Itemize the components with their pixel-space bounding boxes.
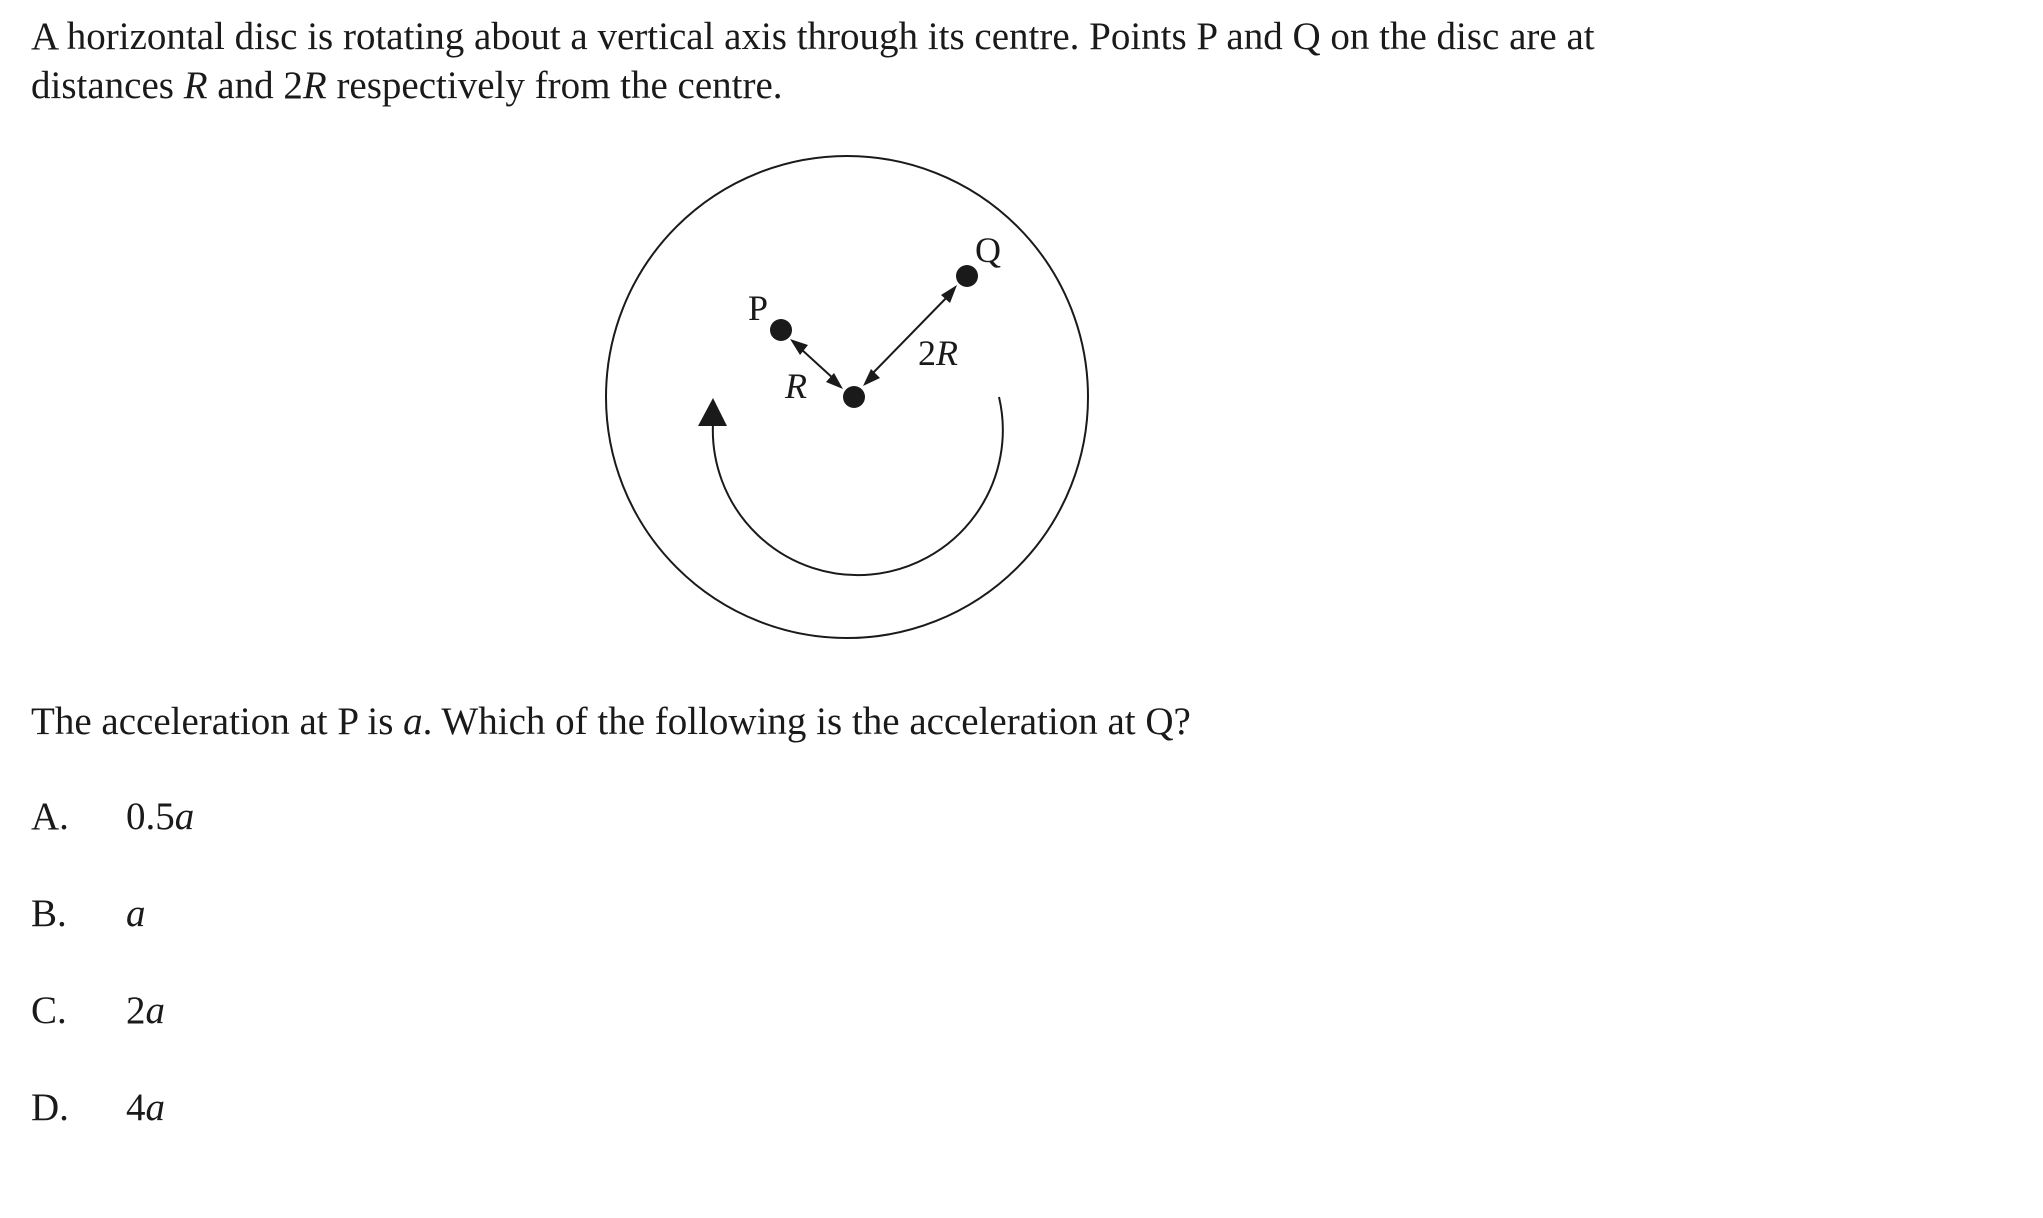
question-part-2: . Which of the following is the acceleration at Q?	[422, 700, 1191, 743]
label-r: R	[785, 366, 807, 406]
2r-arrowhead-centre	[863, 369, 880, 386]
option-value	[126, 986, 165, 1035]
answer-options	[31, 792, 194, 1180]
option-value	[126, 1083, 165, 1132]
symbol-r-2: R	[302, 64, 327, 107]
intro-line-1: A horizontal disc is rotating about a vertical axis through its centre. Points P and Q on the disc are at	[31, 15, 1595, 58]
label-q: Q	[975, 230, 1001, 270]
intro-line-2a: distances	[31, 64, 184, 107]
symbol-r: R	[183, 64, 208, 107]
centre-point	[843, 386, 865, 408]
option-letter: D.	[31, 1086, 69, 1129]
point-p	[770, 319, 792, 341]
intro-line-2b: and 2	[207, 64, 303, 107]
label-2r-symbol: R	[936, 333, 958, 373]
question-part-1: The acceleration at P is	[31, 700, 404, 743]
label-2r	[918, 333, 958, 373]
option-coefficient: 4	[126, 1086, 146, 1129]
option-value	[126, 889, 146, 938]
option-symbol: a	[126, 892, 146, 935]
option-a[interactable]	[31, 792, 194, 889]
option-letter: C.	[31, 989, 67, 1032]
intro-line-2c: respectively from the centre.	[326, 64, 783, 107]
option-value	[126, 792, 194, 841]
question-text	[31, 697, 1191, 746]
option-symbol: a	[145, 1086, 165, 1129]
label-p: P	[748, 288, 769, 328]
rotation-arrow-arc	[713, 397, 1003, 575]
option-b[interactable]	[31, 889, 194, 986]
option-letter: B.	[31, 892, 67, 935]
option-d[interactable]	[31, 1083, 194, 1180]
option-symbol: a	[174, 795, 195, 838]
label-2r-coefficient: 2	[918, 333, 936, 373]
option-coefficient: 2	[126, 989, 146, 1032]
option-c[interactable]	[31, 986, 194, 1083]
rotation-arrowhead	[698, 398, 727, 426]
option-coefficient: 0.5	[126, 795, 175, 838]
option-letter: A.	[31, 795, 69, 838]
option-symbol: a	[145, 989, 165, 1032]
symbol-a: a	[403, 700, 423, 743]
